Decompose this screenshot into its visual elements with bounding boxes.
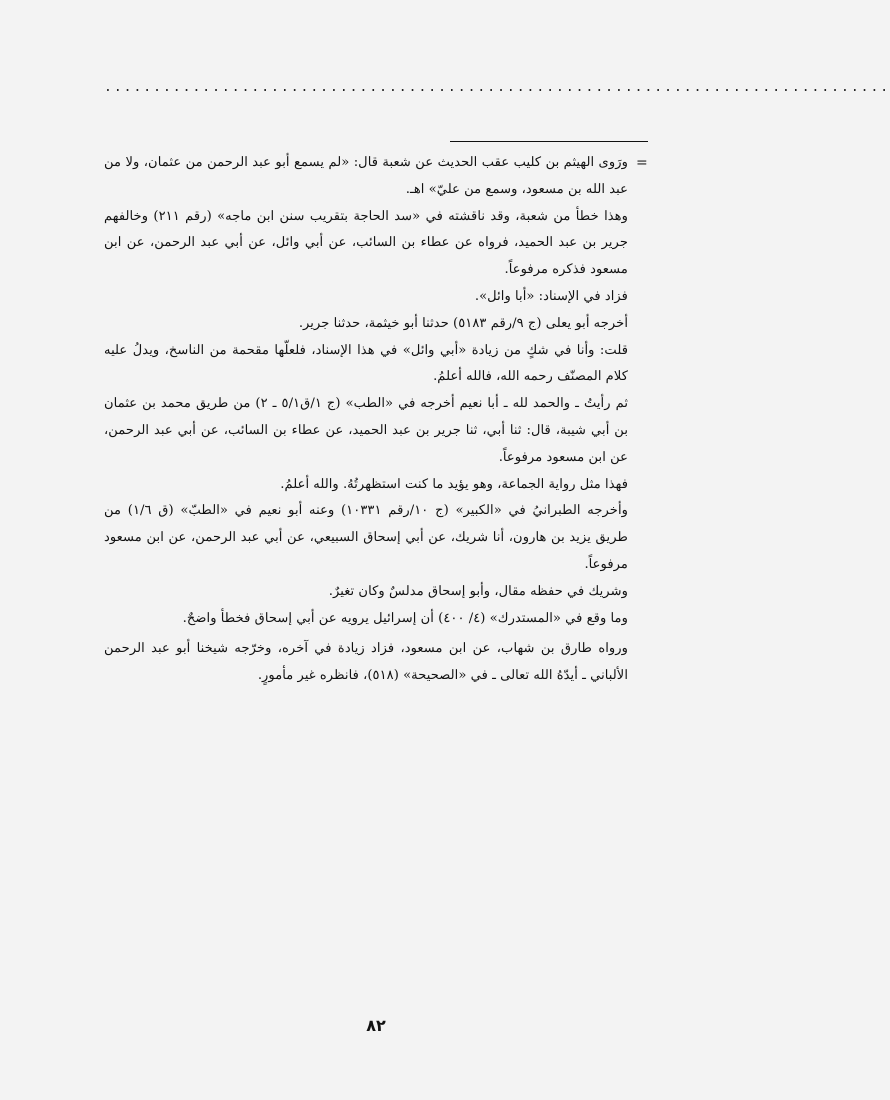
footnote-paragraph: وهذا خطأ من شعبة، وقد ناقشته في «سد الحاجة بتقريب سنن ابن ماجه» (رقم ٢١١) وخالفهم جرير بن عبد الحميد، فرواه عن عطاء بن السائب، عن أبي وائل، عن أبي عبد الرحمن، عن ابن مسعود فذكره مرفوعاً.	[104, 208, 628, 278]
footnote-paragraph: أخرجه أبو يعلى (ج ٩/رقم ٥١٨٣) حدثنا أبو خيثمة، حدثنا جرير.	[298, 315, 628, 331]
footnote-paragraph: فهذا مثل رواية الجماعة، وهو يؤيد ما كنت استظهرتُهُ. والله أعلمُ.	[280, 476, 628, 492]
separator-dots: ................................................................................	[104, 80, 890, 95]
footnote-paragraph: وشريك في حفظه مقال، وأبو إسحاق مدلسٌ وكان تغيرٌ.	[328, 583, 628, 599]
continuation-mark: =	[636, 155, 648, 171]
footnote-paragraph: وما وقع في «المستدرك» (٤/ ٤٠٠) أن إسرائيل يرويه عن أبي إسحاق فخطأ واضحٌ.	[182, 610, 628, 626]
footnote-paragraph: ورَوى الهيثم بن كليب عقب الحديث عن شعبة قال: «لم يسمع أبو عبد الرحمن من عثمان، ولا من عبد الله بن مسعود، وسمع من عليّ» اهـ.	[104, 155, 628, 197]
page-number: ٨٢	[366, 1016, 386, 1035]
footnote-rule	[450, 141, 648, 142]
footnote-text	[104, 150, 628, 690]
footnote-paragraph: وأخرجه الطبرانيُ في «الكبير» (ج ١٠/رقم ١٠٣٣١) وعنه أبو نعيم في «الطبّ» (ق ١/٦) من طريق يزيد بن هارون، أنا شريك، عن أبي إسحاق السبيعي، عن أبي عبد الرحمن، عن ابن مسعود مرفوعاً.	[104, 503, 628, 572]
footnote-paragraph: فزاد في الإسناد: «أبا وائل».	[474, 288, 628, 304]
footnote-paragraph: قلت: وأنا في شكٍ من زيادة «أبي وائل» في هذا الإسناد، فلعلّها مقحمة من الناسخ، ويدلُ عليه كلام المصنّف رحمه الله، فالله أعلمُ.	[104, 342, 628, 385]
footnote-paragraph: ورواه طارق بن شهاب، عن ابن مسعود، فزاد زيادة في آخره، وخرّجه شيخنا أبو عبد الرحمن الألباني ـ أيدّهُ الله تعالى ـ في «الصحيحة» (٥١٨)، فانظره غير مأمورٍ.	[104, 641, 628, 684]
footnote-paragraph: ثم رأيتُ ـ والحمد لله ـ أبا نعيم أخرجه في «الطب» (ج ١/ق٥/١ ـ ٢) من طريق محمد بن عثمان بن أبي شيبة، قال: ثنا أبي، ثنا جرير بن عبد الحميد، عن عطاء بن السائب، عن أبي عبد الرحمن، عن ابن مسعود مرفوعاً.	[104, 396, 629, 465]
